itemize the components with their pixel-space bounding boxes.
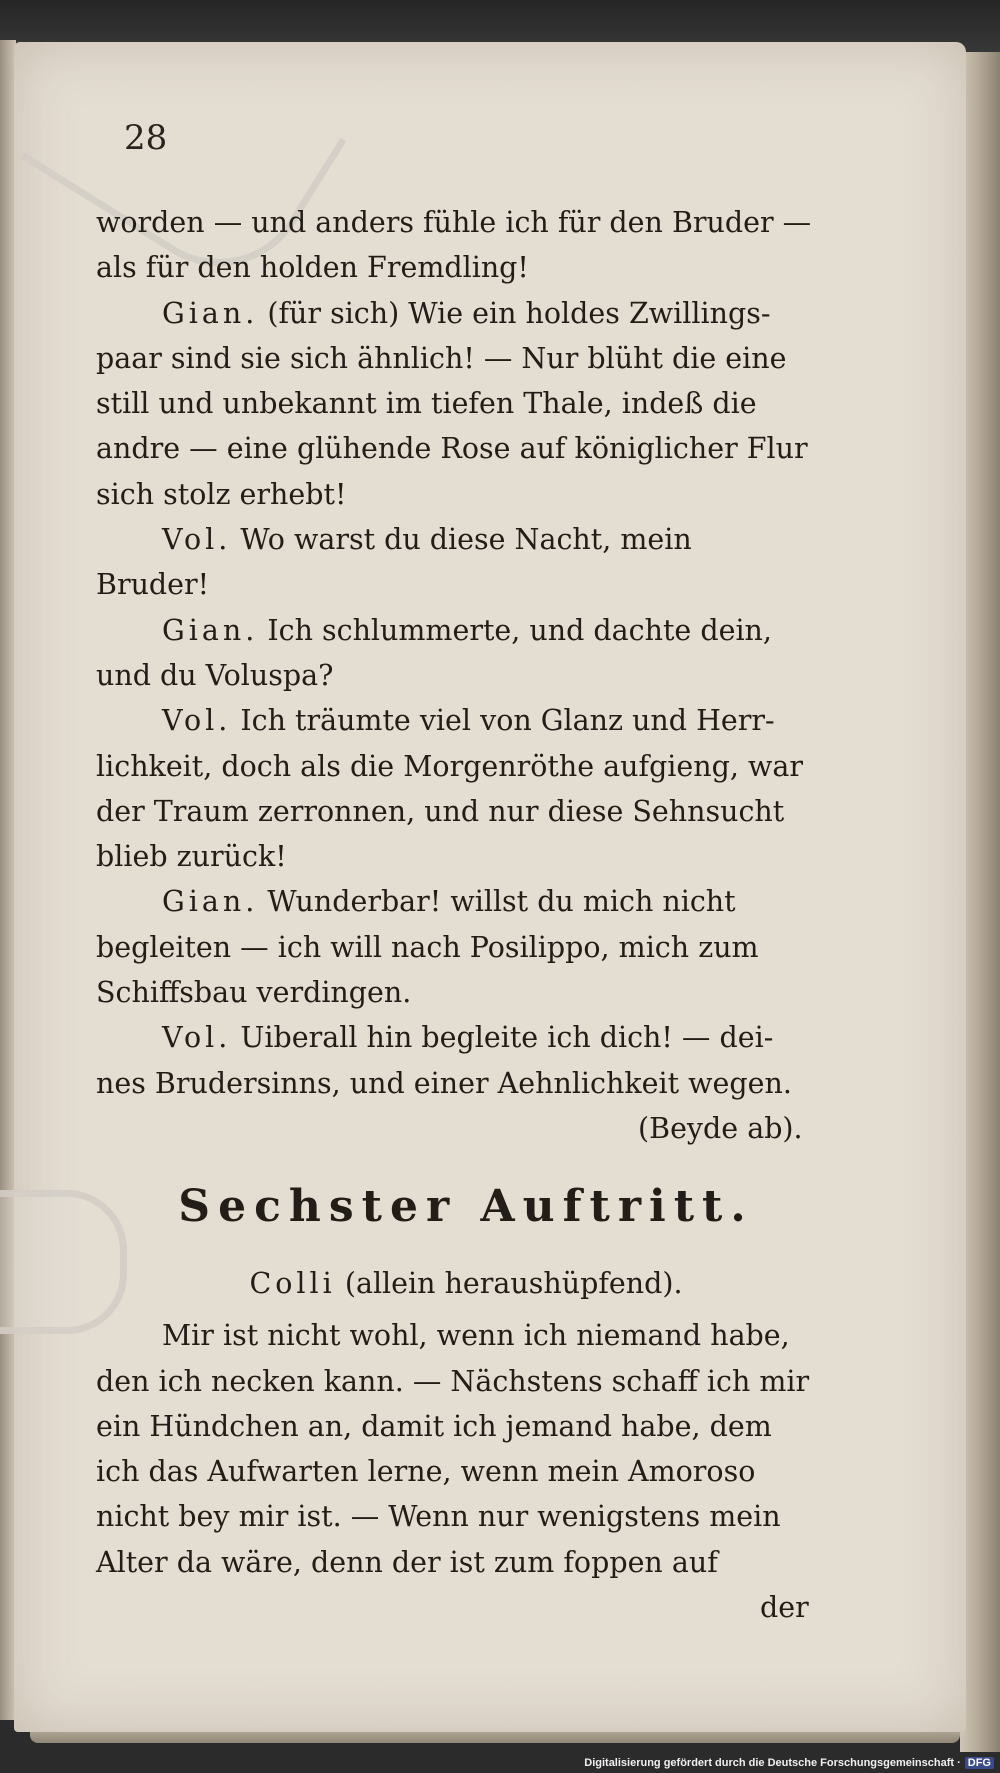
text-line: und du Voluspa? xyxy=(96,658,334,692)
speech-text: Ich träumte viel von Glanz und Herr- xyxy=(240,704,775,738)
text-line: sich stolz erhebt! xyxy=(96,477,347,511)
text-line: andre — eine glühende Rose auf königlicher Flur xyxy=(96,432,808,466)
book-edge-right xyxy=(960,52,1000,1752)
speech-text: Ich schlummerte, und dachte dein, xyxy=(267,613,772,647)
speech-text: Wunderbar! willst du mich nicht xyxy=(267,885,736,919)
speaker-name: Vol. xyxy=(162,1021,232,1055)
text-line: den ich necken kann. — Nächstens schaff ich mir xyxy=(96,1364,810,1398)
speaker-name: Colli xyxy=(249,1267,336,1301)
text-line: Schiffsbau verdingen. xyxy=(96,976,412,1010)
text-line: lichkeit, doch als die Morgenröthe aufgieng, war xyxy=(96,749,804,783)
text-line: der Traum zerronnen, und nur diese Sehnsucht xyxy=(96,794,785,828)
text-line: nicht bey mir ist. — Wenn nur wenigstens mein xyxy=(96,1500,781,1534)
stage-direction: (Beyde ab). xyxy=(638,1111,803,1145)
page-number: 28 xyxy=(124,118,168,158)
speech-text: (für sich) Wie ein holdes Zwillings- xyxy=(267,296,771,330)
text-line: ich das Aufwarten lerne, wenn mein Amoroso xyxy=(96,1455,756,1489)
text-line xyxy=(96,608,876,653)
stage-direction: (allein heraushüpfend). xyxy=(344,1267,683,1301)
text-line: ein Hündchen an, damit ich jemand habe, dem xyxy=(96,1409,772,1443)
catchword: der xyxy=(760,1591,809,1625)
text-line: Alter da wäre, denn der ist zum foppen auf xyxy=(96,1545,718,1579)
speaker-name: Vol. xyxy=(162,523,232,557)
text-line: Bruder! xyxy=(96,568,210,602)
text-line xyxy=(96,517,876,562)
speaker-name: Gian. xyxy=(162,296,259,330)
speaker-name: Gian. xyxy=(162,613,259,647)
text-line: Mir ist nicht wohl, wenn ich niemand habe, xyxy=(162,1319,790,1353)
text-line xyxy=(96,291,876,336)
text-line: als für den holden Fremdling! xyxy=(96,251,529,285)
text-line: still und unbekannt im tiefen Thale, indeß die xyxy=(96,387,757,421)
text-line: paar sind sie sich ähnlich! — Nur blüht die eine xyxy=(96,341,787,375)
text-line: blieb zurück! xyxy=(96,840,287,874)
text-line xyxy=(96,698,876,743)
text-line xyxy=(96,1015,876,1060)
dfg-logo: DFG xyxy=(965,1757,994,1769)
text-line xyxy=(96,879,876,924)
text-line: begleiten — ich will nach Posilippo, mich zum xyxy=(96,930,759,964)
text-line: nes Brudersinns, und einer Aehnlichkeit wegen. xyxy=(96,1066,792,1100)
digitization-attribution xyxy=(584,1757,994,1769)
scene-subheading xyxy=(96,1255,876,1313)
speaker-name: Gian. xyxy=(162,885,259,919)
attribution-text: Digitalisierung gefördert durch die Deutsche Forschungsgemeinschaft · xyxy=(584,1757,961,1769)
speaker-name: Vol. xyxy=(162,704,232,738)
speech-text: Wo warst du diese Nacht, mein xyxy=(240,523,692,557)
text-line: worden — und anders fühle ich für den Bruder — xyxy=(96,206,812,239)
scene-heading: Sechster Auftritt. xyxy=(178,1181,754,1233)
page-text xyxy=(96,200,876,1630)
speech-text: Uiberall hin begleite ich dich! — dei- xyxy=(240,1021,774,1055)
